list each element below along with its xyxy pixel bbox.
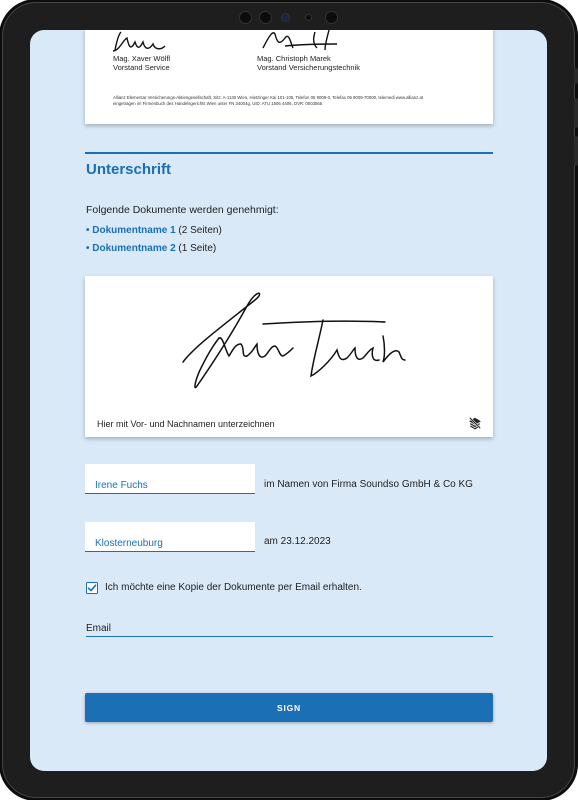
checkbox-checked-icon[interactable] [86, 582, 98, 594]
signature-marek-icon [255, 30, 345, 54]
signer-role: Vorstand Service [113, 63, 170, 72]
footer-line: eingetragen im Firmenbuch des Handelsgerichts Wien unter FN 34004g, UID: ATU 1506 4406, DVR: 0003565 [113, 101, 323, 106]
sign-button[interactable]: SIGN [85, 693, 493, 722]
footer-line: Allianz Elementar Versicherungs-Aktiengesellschaft, Sitz: A-1130 Wien, Hietzinger Kai 101-105, Telefon 05 9009-0, Telefax 05 9009-70000, telemedi www.allianz.at [113, 95, 424, 100]
document-list [86, 222, 222, 258]
signature-pad[interactable] [85, 276, 493, 437]
signer-block [257, 54, 360, 72]
document-pages: (1 Seite) [178, 243, 217, 254]
approval-intro: Folgende Dokumente werden genehmigt: [86, 204, 279, 216]
screen [30, 30, 547, 771]
email-field[interactable] [86, 621, 493, 637]
date-text: am 23.12.2023 [264, 536, 331, 547]
signature-hint: Hier mit Vor- und Nachnamen unterzeichnen [97, 419, 275, 429]
name-field[interactable] [85, 464, 255, 494]
list-item [86, 240, 222, 258]
section-divider [85, 152, 493, 154]
layers-clear-icon[interactable] [468, 416, 482, 430]
document-preview [85, 30, 493, 124]
handwritten-signature [85, 276, 493, 406]
sensor-icon [282, 14, 289, 21]
side-button-top [574, 68, 578, 84]
camera-icon [240, 12, 251, 23]
signer-name: Mag. Christoph Marek [257, 54, 331, 63]
signature-wolfl-icon [107, 30, 187, 56]
camera-bar [238, 10, 342, 24]
list-item [86, 222, 222, 240]
sensor-icon [306, 15, 311, 20]
name-input[interactable] [85, 464, 255, 493]
document-pages: (2 Seiten) [178, 225, 222, 236]
document-link[interactable]: • Dokumentname 1 [86, 225, 176, 236]
email-input[interactable] [86, 621, 493, 636]
signer-name: Mag. Xaver Wölfl [113, 54, 171, 63]
side-button-volume-up [574, 98, 578, 128]
section-title: Unterschrift [86, 161, 172, 178]
signer-role: Vorstand Versicherungstechnik [257, 63, 360, 72]
signer-block [113, 54, 170, 72]
place-field[interactable] [85, 522, 255, 552]
company-text: im Namen von Firma Soundso GmbH & Co KG [264, 479, 473, 490]
camera-icon [326, 12, 337, 23]
document-footer [113, 95, 483, 107]
side-button-volume-down [574, 136, 578, 166]
place-input[interactable] [85, 522, 255, 551]
document-link[interactable]: • Dokumentname 2 [86, 243, 176, 254]
copy-checkbox-label[interactable]: Ich möchte eine Kopie der Dokumente per Email erhalten. [105, 582, 362, 593]
camera-icon [260, 12, 271, 23]
